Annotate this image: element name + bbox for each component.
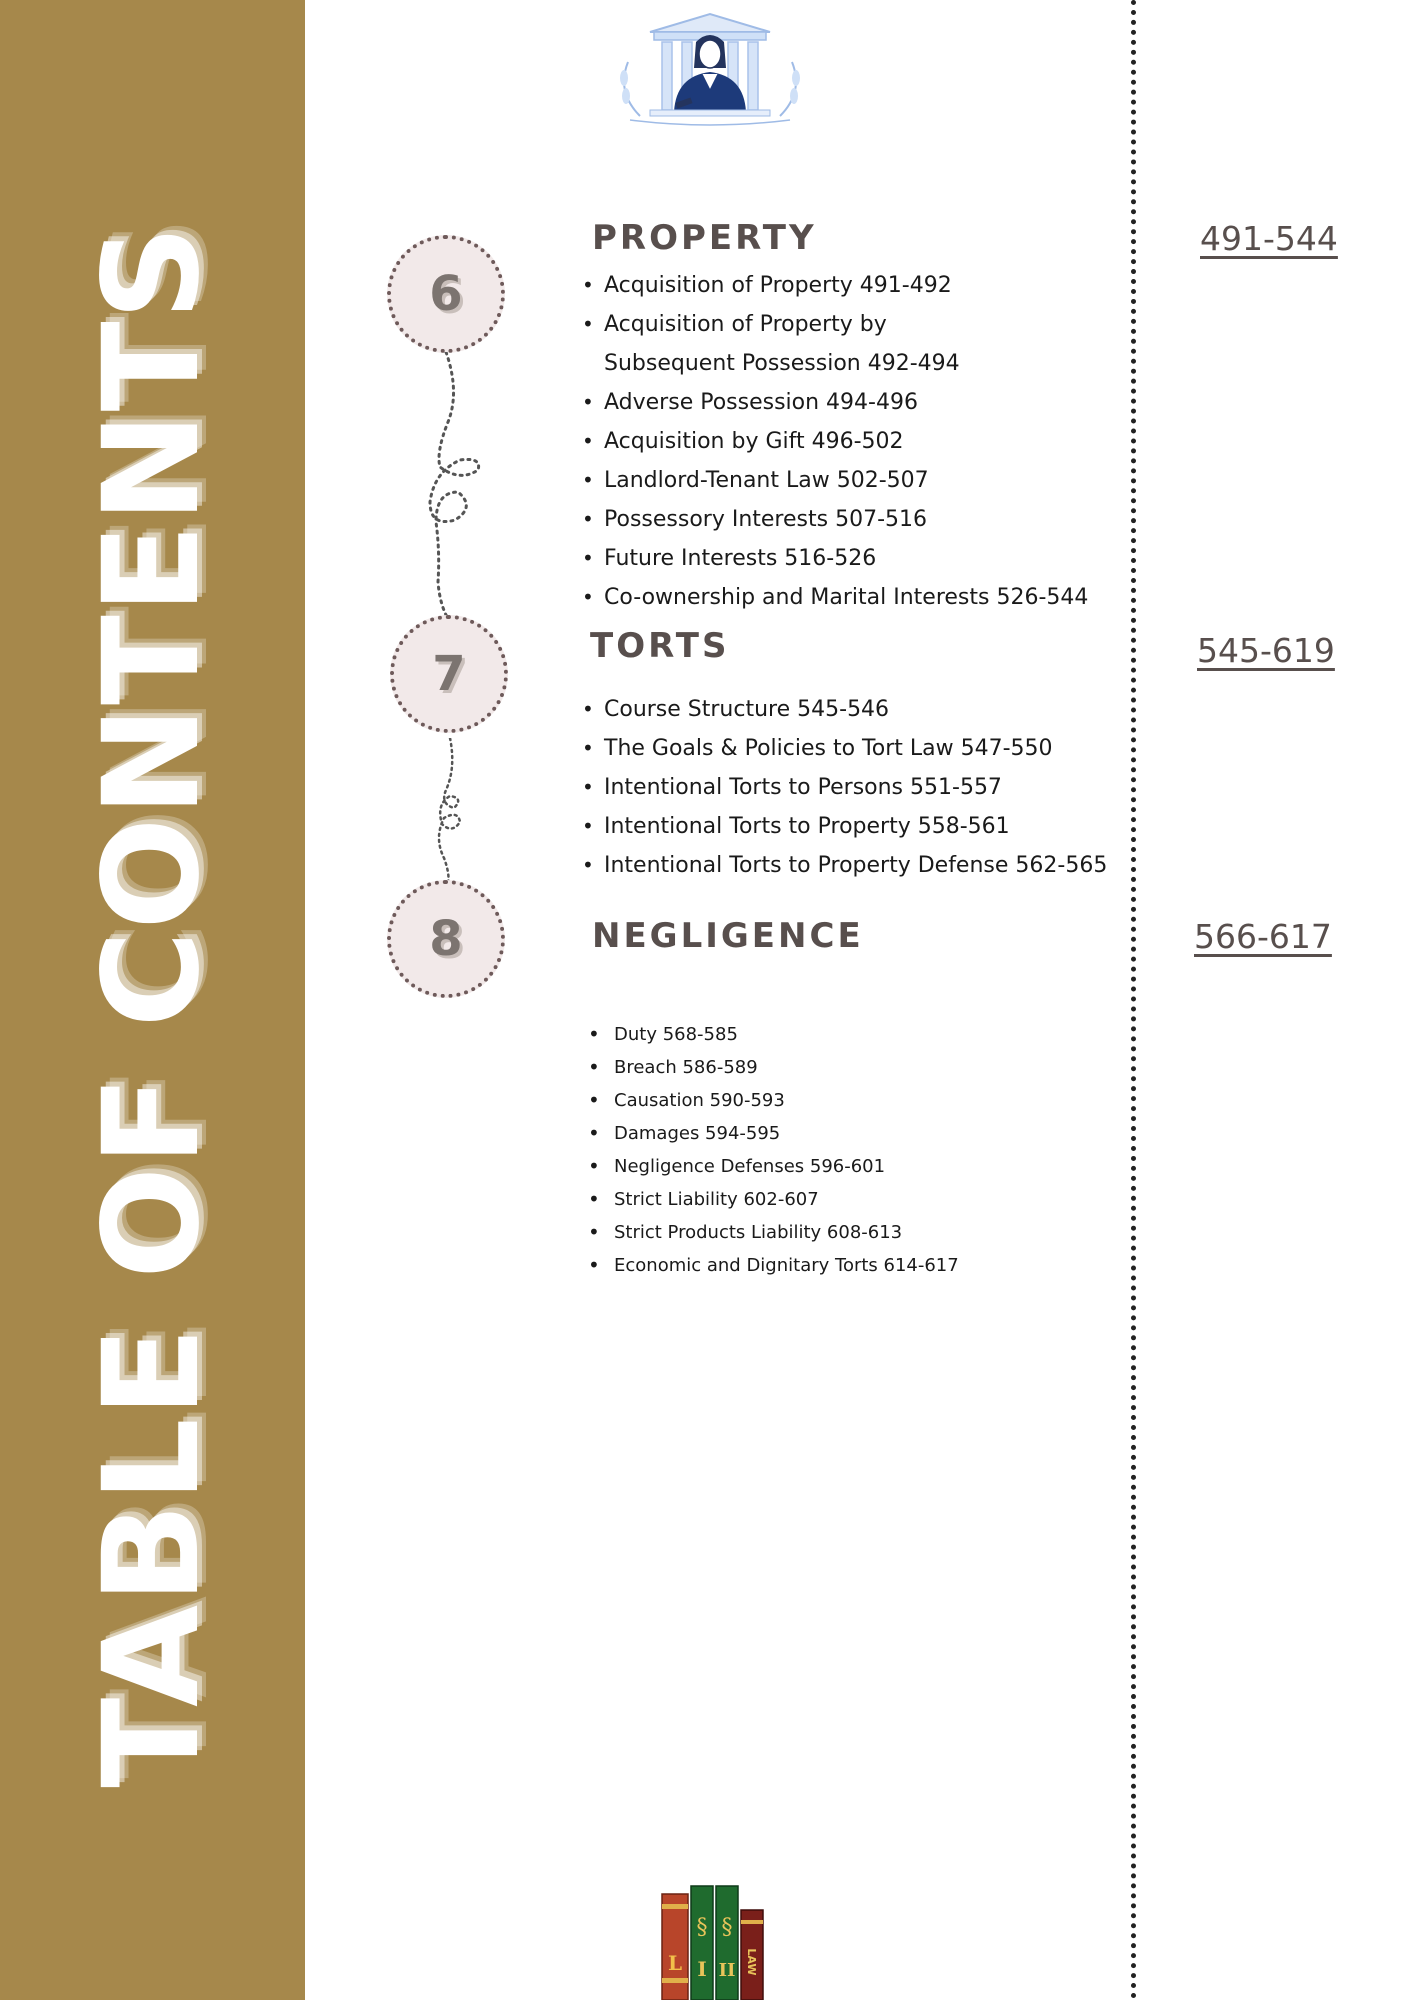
list-item: • Adverse Possession 494-496 bbox=[582, 383, 1088, 422]
book-symbol: § bbox=[696, 1915, 708, 1940]
list-item: • The Goals & Policies to Tort Law 547-550 bbox=[582, 729, 1107, 768]
list-item: • Causation 590-593 bbox=[588, 1084, 959, 1117]
list-item: • Intentional Torts to Property Defense 562-565 bbox=[582, 846, 1107, 885]
sidebar-title: TABLE OF CONTENTS bbox=[75, 224, 229, 1788]
list-item: • Strict Products Liability 608-613 bbox=[588, 1216, 959, 1249]
list-item: • Co-ownership and Marital Interests 526-544 bbox=[582, 578, 1088, 617]
list-item: • Economic and Dignitary Torts 614-617 bbox=[588, 1249, 959, 1282]
section-item-list bbox=[582, 266, 1088, 617]
list-item: • Acquisition of Property by bbox=[582, 305, 1088, 344]
judge-illustration-icon bbox=[610, 12, 810, 130]
dotted-connector bbox=[420, 738, 480, 884]
section-number-badge: 7 bbox=[390, 615, 508, 733]
book-symbol: § bbox=[721, 1915, 733, 1940]
section-title: PROPERTY bbox=[592, 218, 817, 258]
list-item: • Damages 594-595 bbox=[588, 1117, 959, 1150]
list-item: • Acquisition of Property 491-492 bbox=[582, 266, 1088, 305]
list-item: • Future Interests 516-526 bbox=[582, 539, 1088, 578]
list-item: Subsequent Possession 492-494 bbox=[604, 351, 960, 376]
dotted-connector bbox=[400, 352, 500, 622]
list-item: • Course Structure 545-546 bbox=[582, 690, 1107, 729]
section-item-list bbox=[588, 1018, 959, 1282]
list-item: • Negligence Defenses 596-601 bbox=[588, 1150, 959, 1183]
dotted-divider bbox=[1131, 0, 1136, 2000]
book-label: I bbox=[697, 1957, 707, 1981]
list-item: • Duty 568-585 bbox=[588, 1018, 959, 1051]
section-page-range-link[interactable]: 566-617 bbox=[1194, 917, 1332, 956]
list-item: • Landlord-Tenant Law 502-507 bbox=[582, 461, 1088, 500]
list-item: • Strict Liability 602-607 bbox=[588, 1183, 959, 1216]
section-item-list bbox=[582, 690, 1107, 885]
list-item: • Possessory Interests 507-516 bbox=[582, 500, 1088, 539]
section-number-badge: 8 bbox=[387, 880, 505, 998]
sidebar bbox=[0, 0, 305, 2000]
section-page-range-link[interactable]: 491-544 bbox=[1200, 219, 1338, 258]
section-page-range-link[interactable]: 545-619 bbox=[1197, 631, 1335, 670]
book-label: L bbox=[667, 1951, 683, 1975]
book-label: LAW bbox=[745, 1948, 758, 1976]
book-label: II bbox=[718, 1960, 736, 1981]
list-item: • Intentional Torts to Persons 551-557 bbox=[582, 768, 1107, 807]
section-title: TORTS bbox=[590, 626, 730, 666]
list-item: • Acquisition by Gift 496-502 bbox=[582, 422, 1088, 461]
section-number-badge: 6 bbox=[387, 235, 505, 353]
law-books-icon bbox=[650, 1858, 766, 2000]
list-item: • Breach 586-589 bbox=[588, 1051, 959, 1084]
section-title: NEGLIGENCE bbox=[592, 916, 864, 956]
list-item: • Intentional Torts to Property 558-561 bbox=[582, 807, 1107, 846]
